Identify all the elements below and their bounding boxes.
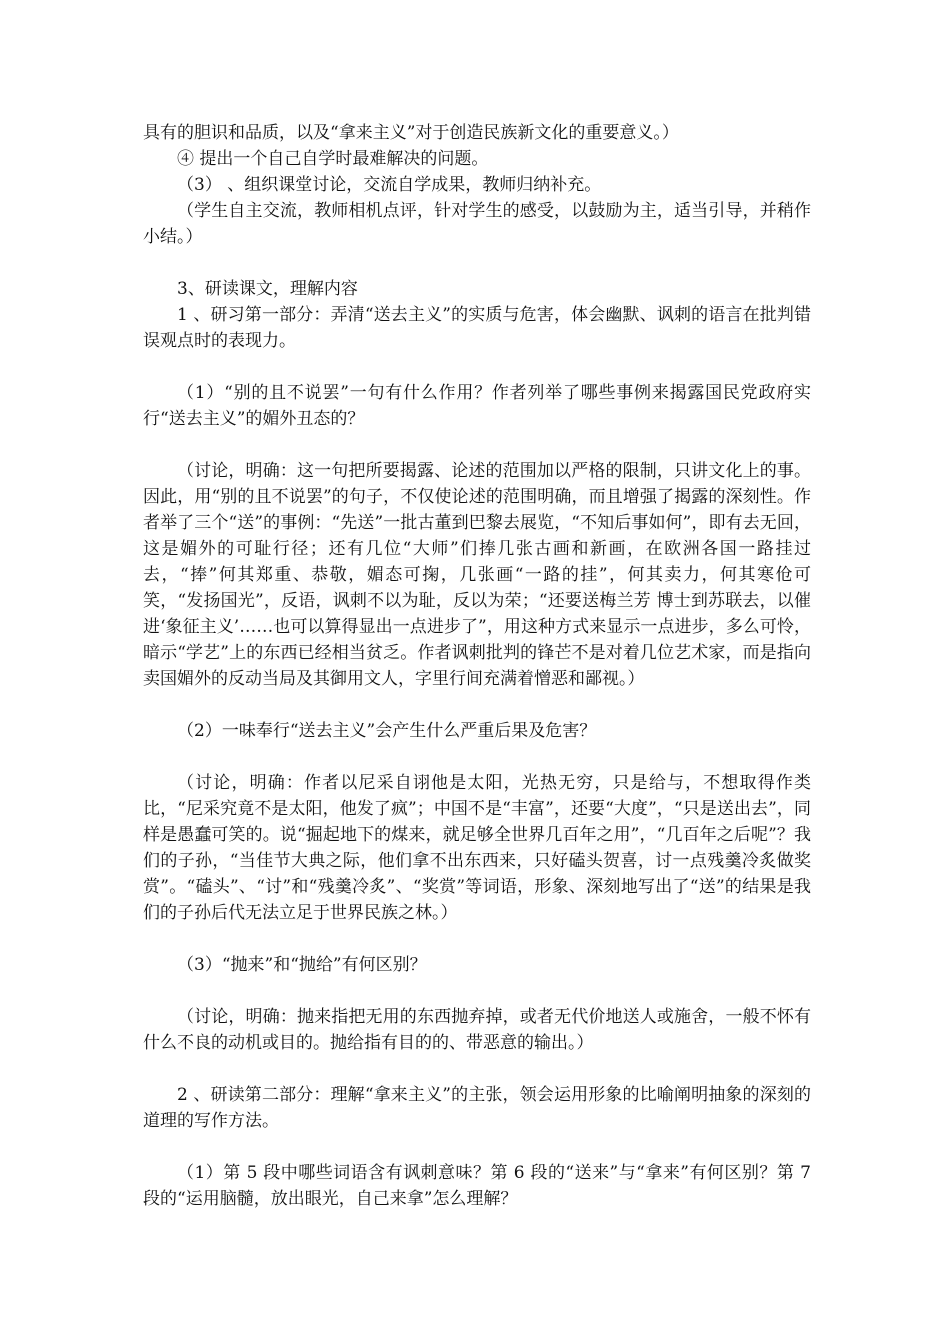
question-part2-1: （1）第 5 段中哪些词语含有讽刺意味？第 6 段的“送来”与“拿来”有何区别？第 7 段的“运用脑髓，放出眼光，自己来拿”怎么理解？ [143, 1163, 811, 1209]
document-page [143, 120, 811, 1212]
question-3: （3）“抛来”和“抛给”有何区别？ [177, 955, 427, 975]
paragraph-3: （3） 、组织课堂讨论，交流自学成果，教师归纳补充。 [177, 175, 602, 195]
section-heading-3: 3、研读课文，理解内容 [177, 279, 358, 299]
answer-2: （讨论，明确：作者以尼采自诩他是太阳，光热无穷，只是给与，不想取得作类比，“尼采究竟不是太阳，他发了疯”；中国不是“丰富”，还要“大度”，“只是送出去”，同样是愚蠢可笑的。说“掘起地下的煤来，就足够全世界几百年之用”，“几百年之后呢”？我们的子孙，“当佳节大典之际，他们拿不出东西来，只好磕头贺喜，讨一点残羹冷炙做奖赏”。“磕头”、“讨”和“残羹冷炙”、“奖赏”等词语，形象、深刻地写出了“送”的结果是我们的子孙后代无法立足于世界民族之林。） [143, 773, 811, 923]
paragraph-2: ④ 提出一个自己自学时最难解决的问题。 [177, 149, 489, 169]
question-2: （2）一味奉行“送去主义”会产生什么严重后果及危害？ [177, 721, 597, 741]
answer-1: （讨论，明确：这一句把所要揭露、论述的范围加以严格的限制，只讲文化上的事。因此，用“别的且不说罢”的句子，不仅使论述的范围明确，而且增强了揭露的深刻性。作者举了三个“送”的事例：“先送”一批古董到巴黎去展览，“不知后事如何”，即有去无回，这是媚外的可耻行径；还有几位“大师”们捧几张古画和新画，在欧洲各国一路挂过去，“捧”何其郑重、恭敬，媚态可掬，几张画“一路的挂”，何其卖力，何其寒伧可笑，“发扬国光”，反语，讽刺不以为耻，反以为荣；“还要送梅兰芳 博士到苏联去，以催进‘象征主义’……也可以算得显出一点进步了”，用这种方式来显示一点进步，多么可怜，暗示“学艺”上的东西已经相当贫乏。作者讽刺批判的锋芒不是对着几位艺术家，而是指向卖国媚外的反动当局及其御用文人，字里行间充满着憎恶和鄙视。） [143, 461, 811, 689]
question-1: （1）“别的且不说罢”一句有什么作用？作者列举了哪些事例来揭露国民党政府实行“送去主义”的媚外丑态的？ [143, 383, 811, 429]
paragraph-part2-intro: 2 、研读第二部分：理解“拿来主义”的主张，领会运用形象的比喻阐明抽象的深刻的道理的写作方法。 [143, 1085, 811, 1131]
paragraph-part1-intro: 1 、研习第一部分：弄清“送去主义”的实质与危害，体会幽默、讽刺的语言在批判错误观点时的表现力。 [143, 305, 811, 351]
paragraph-4: （学生自主交流，教师相机点评，针对学生的感受，以鼓励为主，适当引导，并稍作小结。） [143, 201, 811, 247]
answer-3: （讨论，明确：抛来指把无用的东西抛弃掉，或者无代价地送人或施舍，一般不怀有什么不良的动机或目的。抛给指有目的的、带恶意的输出。） [143, 1007, 811, 1053]
paragraph-1: 具有的胆识和品质，以及“拿来主义”对于创造民族新文化的重要意义。） [143, 123, 679, 143]
